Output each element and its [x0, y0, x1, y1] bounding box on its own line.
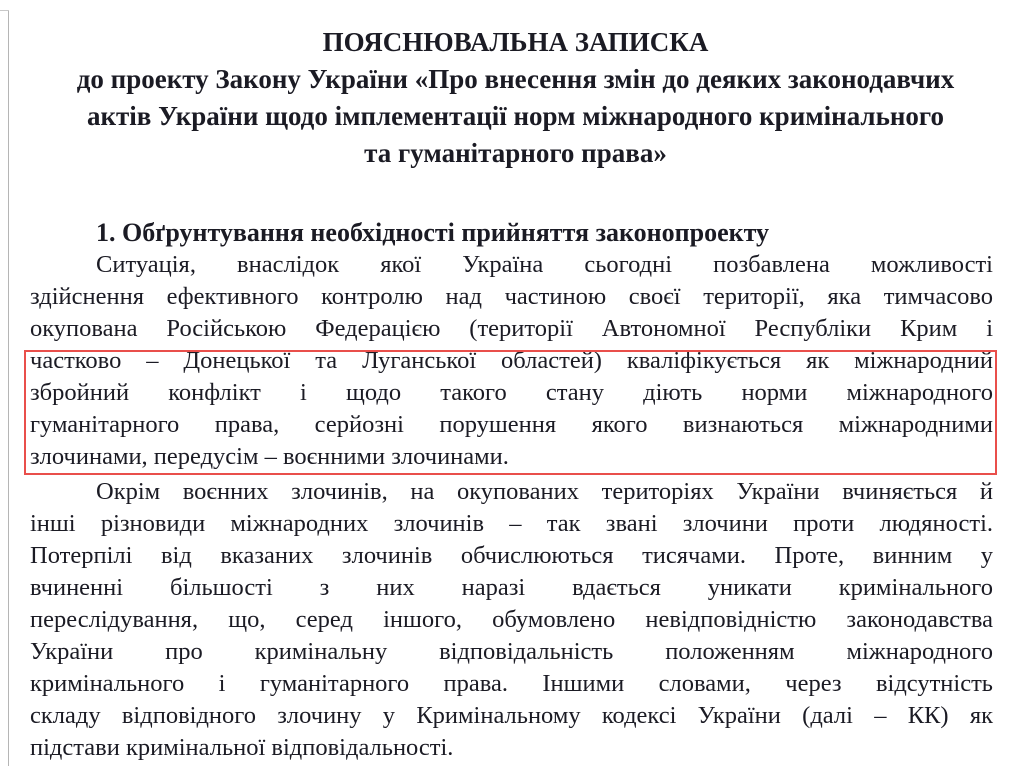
text-line: Окрім воєнних злочинів, на окупованих територіях України вчиняється й	[96, 478, 993, 505]
text-line: гуманітарного права, серйозні порушення якого визнаються міжнародними	[30, 411, 993, 438]
text-line: та гуманітарного права»	[364, 138, 667, 168]
paragraph-2	[30, 476, 993, 764]
text-line: актів України щодо імплементації норм міжнародного кримінального	[86, 101, 945, 131]
text-line: злочинами, передусім – воєнними злочинами.	[30, 443, 509, 470]
section-heading: 1. Обґрунтування необхідності прийняття законопроекту	[96, 218, 770, 247]
text-line: підстави кримінальної відповідальності.	[30, 734, 454, 761]
text-line: переслідування, що, серед іншого, обумовлено невідповідністю законодавства	[30, 606, 993, 633]
paragraph-1-start	[30, 249, 993, 345]
text-line: ПОЯСНЮВАЛЬНА ЗАПИСКА	[322, 27, 709, 57]
text-line: здійснення ефективного контролю над частиною своєї території, яка тимчасово	[30, 283, 993, 310]
text-line: складу відповідного злочину у Кримінальному кодексі України (далі – КК) як	[30, 702, 993, 729]
text-line: інші різновиди міжнародних злочинів – так звані злочини проти людяності.	[30, 510, 993, 537]
paragraph-1-highlighted-text	[30, 345, 993, 473]
text-line: до проекту Закону України «Про внесення змін до деяких законодавчих	[76, 64, 955, 94]
text-line: окупована Російською Федерацією (території Автономної Республіки Крим і	[30, 315, 993, 342]
scan-edge-horizontal-line	[0, 10, 9, 11]
text-line: частково – Донецької та Луганської областей) кваліфікується як міжнародний	[30, 347, 993, 374]
text-line: кримінального і гуманітарного права. Іншими словами, через відсутність	[30, 670, 993, 697]
text-line: Потерпілі від вказаних злочинів обчислюються тисячами. Проте, винним у	[30, 542, 993, 569]
text-line: Ситуація, внаслідок якої Україна сьогодні позбавлена можливості	[96, 251, 993, 278]
text-line: України про кримінальну відповідальність положенням міжнародного	[30, 638, 993, 665]
document-title	[0, 24, 1031, 172]
text-line: збройний конфлікт і щодо такого стану діють норми міжнародного	[30, 379, 993, 406]
text-line: вчиненні більшості з них наразі вдається уникати кримінального	[30, 574, 993, 601]
